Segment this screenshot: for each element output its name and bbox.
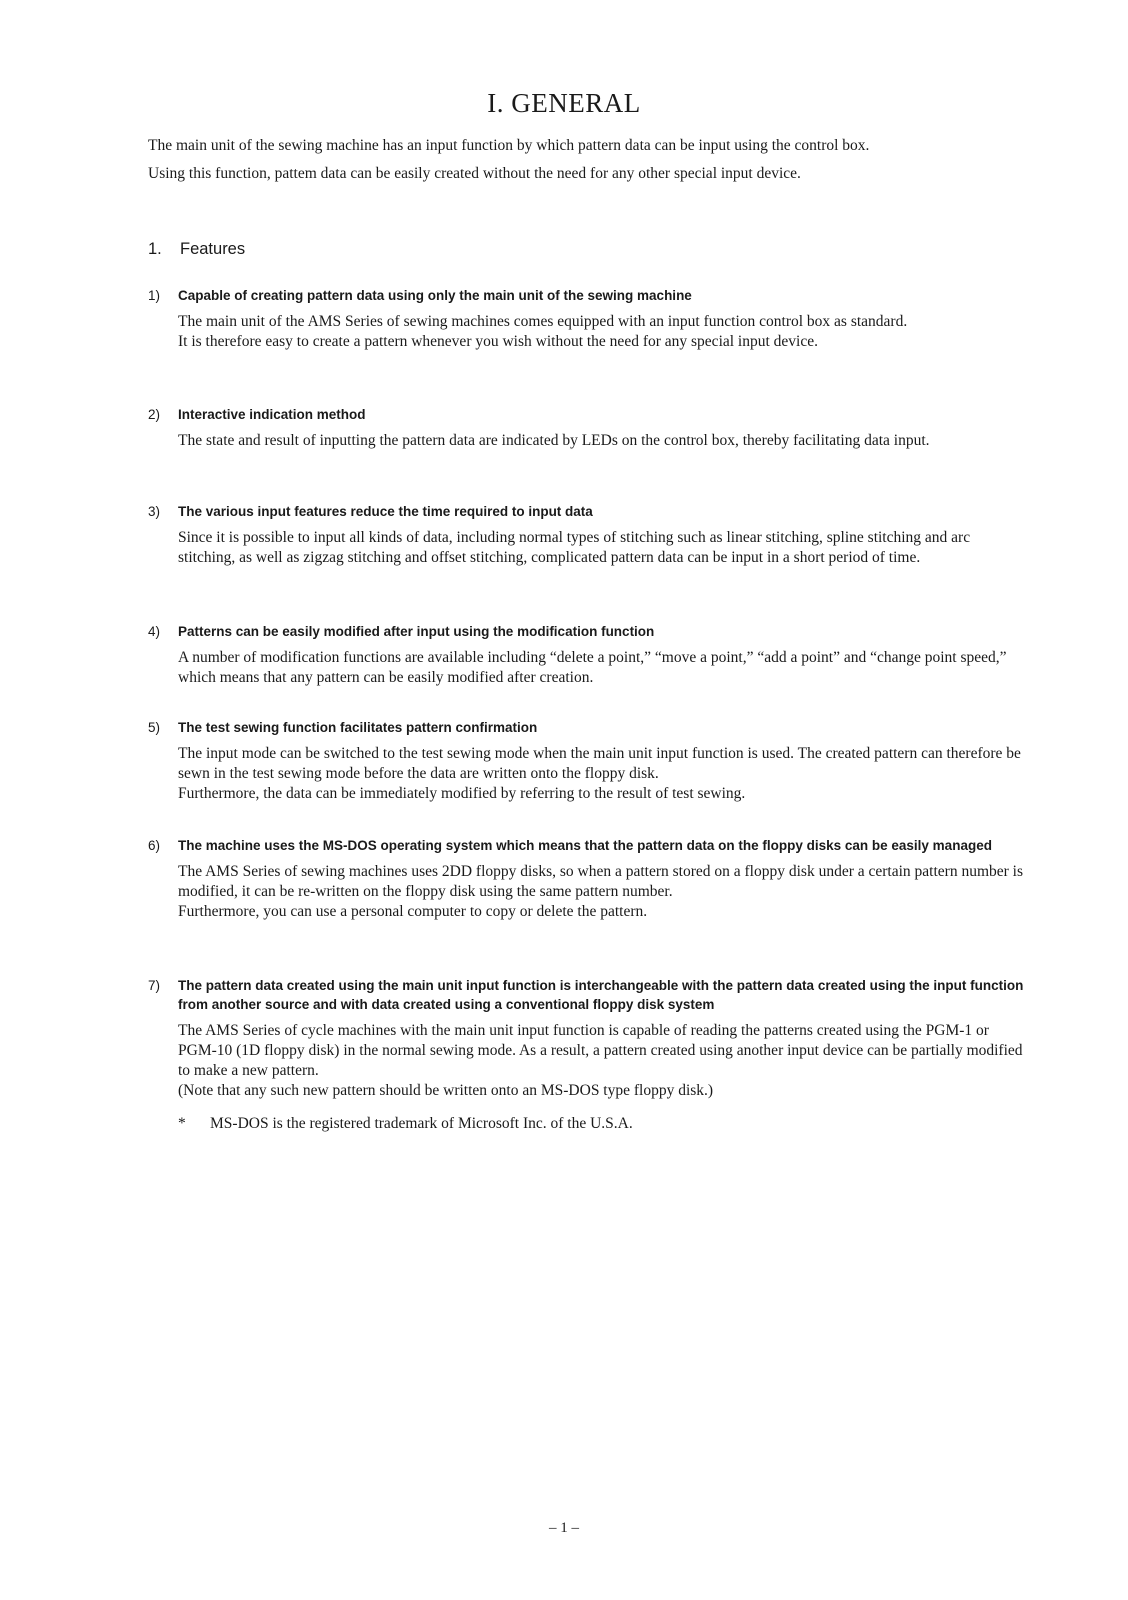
intro-text: [148, 136, 1028, 192]
page-number: – 1 –: [549, 1520, 579, 1536]
feature-paragraph: A number of modification functions are available including “delete a point,” “move a point,” “add a point” and “change point speed,” which means that any pattern can be easily modified after creation.: [178, 649, 1007, 686]
feature-paragraph: The AMS Series of sewing machines uses 2DD floppy disks, so when a pattern stored on a floppy disk under a certain pattern number is modified, it can be re-written on the floppy disk using the same pattern number.: [178, 863, 1024, 900]
feature-item: [148, 836, 1028, 922]
feature-paragraph: Furthermore, you can use a personal computer to copy or delete the pattern.: [178, 903, 648, 920]
intro-paragraph: The main unit of the sewing machine has an input function by which pattern data can be input using the control box.: [148, 137, 870, 154]
footnote: [178, 1114, 998, 1134]
feature-item: [148, 718, 1028, 804]
feature-body: [178, 862, 1028, 922]
feature-item: [148, 286, 1028, 352]
feature-number: 3): [148, 504, 161, 519]
feature-number: 5): [148, 720, 161, 735]
feature-heading: [148, 976, 1028, 1014]
feature-body: [178, 648, 1028, 688]
feature-title: The test sewing function facilitates pattern confirmation: [178, 720, 538, 735]
feature-title: The various input features reduce the time required to input data: [178, 504, 593, 519]
section-title: Features: [180, 240, 246, 258]
feature-paragraph: The main unit of the AMS Series of sewing machines comes equipped with an input function control box as standard.: [178, 313, 908, 330]
feature-number: 6): [148, 838, 161, 853]
feature-heading: [148, 405, 1028, 424]
feature-heading: [148, 622, 1028, 641]
feature-heading: [148, 286, 1028, 305]
feature-paragraph: (Note that any such new pattern should be written onto an MS-DOS type floppy disk.): [178, 1082, 714, 1099]
feature-title: The machine uses the MS-DOS operating system which means that the pattern data on the floppy disks can be easily managed: [178, 838, 992, 853]
feature-title: Capable of creating pattern data using only the main unit of the sewing machine: [178, 288, 692, 303]
feature-title: Interactive indication method: [178, 407, 366, 422]
feature-item: [148, 502, 1028, 568]
feature-body: [178, 744, 1028, 804]
feature-paragraph: The state and result of inputting the pattern data are indicated by LEDs on the control box, thereby facilitating data input.: [178, 432, 930, 449]
feature-number: 4): [148, 624, 161, 639]
feature-body: [178, 1021, 1028, 1101]
feature-heading: [148, 718, 1028, 737]
section-number: 1.: [148, 240, 162, 258]
footnote-text: MS-DOS is the registered trademark of Microsoft Inc. of the U.S.A.: [210, 1115, 633, 1132]
feature-number: 7): [148, 978, 161, 993]
feature-number: 2): [148, 407, 161, 422]
feature-paragraph: The input mode can be switched to the test sewing mode when the main unit input function is used. The created pattern can therefore be sewn in the test sewing mode before the data are written onto the floppy disk.: [178, 745, 1021, 782]
feature-item: [148, 622, 1028, 688]
feature-title: Patterns can be easily modified after input using the modification function: [178, 624, 655, 639]
feature-paragraph: It is therefore easy to create a pattern whenever you wish without the need for any special input device.: [178, 333, 818, 350]
feature-item: [148, 405, 1028, 451]
feature-title: The pattern data created using the main unit input function is interchangeable with the pattern data created using the input function from another source and with data created using a conventional floppy disk system: [178, 978, 1024, 1012]
feature-body: [178, 431, 1028, 451]
feature-paragraph: Since it is possible to input all kinds of data, including normal types of stitching such as linear stitching, spline stitching and arc stitching, as well as zigzag stitching and offset stitching, complicated pattern data can be input in a short period of time.: [178, 529, 971, 566]
page-title: I. GENERAL: [487, 88, 641, 118]
feature-paragraph: Furthermore, the data can be immediately modified by referring to the result of test sewing.: [178, 785, 746, 802]
feature-body: [178, 312, 1028, 352]
intro-paragraph: Using this function, pattem data can be easily created without the need for any other special input device.: [148, 165, 801, 182]
feature-paragraph: The AMS Series of cycle machines with the main unit input function is capable of reading the patterns created using the PGM-1 or PGM-10 (1D floppy disk) in the normal sewing mode. As a result, a pattern created using another input device can be partially modified to make a new pattern.: [178, 1022, 1023, 1079]
feature-item: [148, 976, 1028, 1101]
feature-body: [178, 528, 1028, 568]
section-heading: [148, 240, 245, 259]
feature-heading: [148, 836, 1028, 855]
feature-number: 1): [148, 288, 161, 303]
footnote-symbol: *: [178, 1115, 186, 1132]
feature-heading: [148, 502, 1028, 521]
